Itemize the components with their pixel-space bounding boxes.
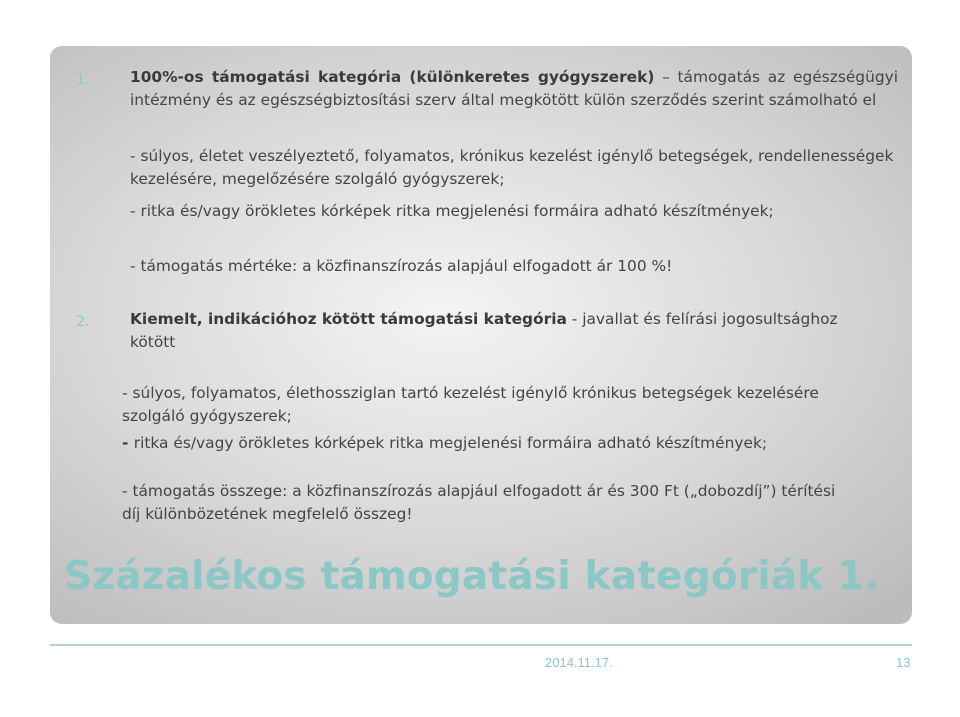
section-2-bullet-1-text: - súlyos, folyamatos, élethossziglan tartó kezelést igénylő krónikus betegségek kezelésére szolgáló gyógyszerek; xyxy=(122,384,819,425)
footer-date: 2014.11.17. xyxy=(545,655,613,670)
section-1-bullet-1-text: - súlyos, életet veszélyeztető, folyamatos, krónikus kezelést igénylő betegségek, rendellenességek kezelésére, megelőzésére szolgáló gyógyszerek; xyxy=(130,147,894,188)
footer-divider xyxy=(50,644,912,646)
section-2-bullet-1 xyxy=(122,382,874,428)
section-1-bullet-2 xyxy=(130,200,872,223)
section-2-bullet-3 xyxy=(122,480,842,526)
section-2-bullet-2 xyxy=(122,432,842,455)
section-2-bullet-3-text: - támogatás összege: a közfinanszírozás alapjául elfogadott ár és 300 Ft („dobozdíj”) térítési díj különbözetének megfelelő összeg! xyxy=(122,482,836,523)
section-2-bullet-2-text: ritka és/vagy örökletes kórképek ritka megjelenési formáira adható készítmények; xyxy=(133,434,768,452)
section-1-bullet-3 xyxy=(130,255,898,278)
section-1-heading-bold: 100%-os támogatási kategória (különkeretes gyógyszerek) xyxy=(130,68,655,86)
section-2-heading-rest: - javallat és felírási jogosultsághoz kötött xyxy=(130,310,838,351)
section-1 xyxy=(130,66,898,112)
section-1-bullet-1 xyxy=(130,145,898,191)
section-2-number: 2. xyxy=(76,314,90,330)
section-1-heading-rest: – támogatás az egészségügyi intézmény és az egészségbiztosítási szerv által megkötött külön szerződés szerint számolható el xyxy=(130,68,898,109)
section-1-number: 1. xyxy=(76,72,90,88)
section-1-bullet-2-text: - ritka és/vagy örökletes kórképek ritka megjelenési formáira adható készítmények; xyxy=(130,202,774,220)
slide-title: Százalékos támogatási kategóriák 1. xyxy=(64,554,880,599)
footer-page-number: 13 xyxy=(896,655,911,670)
section-1-bullet-3-text: - támogatás mértéke: a közfinanszírozás alapjául elfogadott ár 100 %! xyxy=(130,257,673,275)
section-1-heading xyxy=(130,66,898,112)
section-2-heading xyxy=(130,308,860,354)
section-2-bullet-2-dash: - xyxy=(122,434,134,452)
section-2-heading-bold: Kiemelt, indikációhoz kötött támogatási kategória xyxy=(130,310,567,328)
